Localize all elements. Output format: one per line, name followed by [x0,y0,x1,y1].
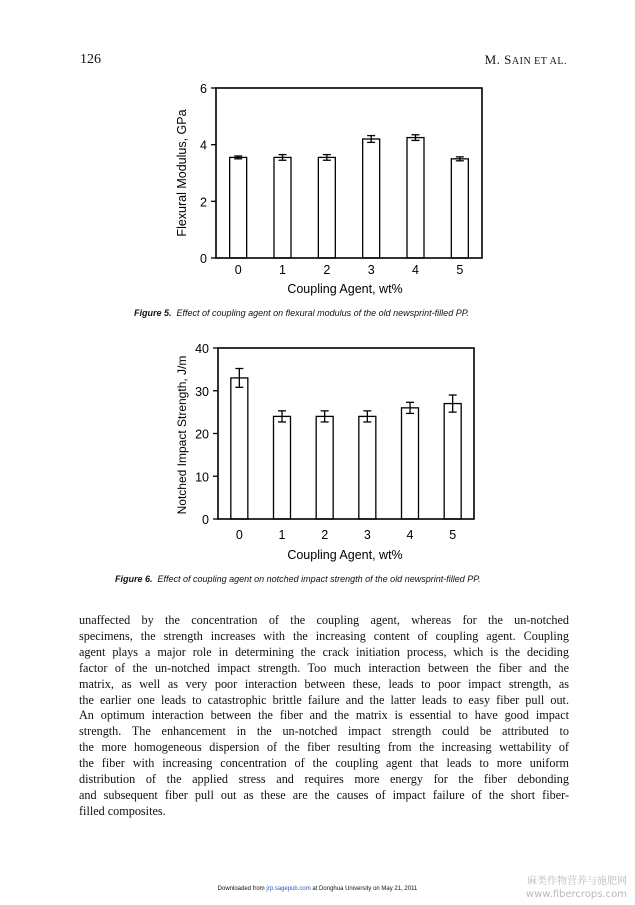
y-tick-label: 30 [195,384,209,399]
y-tick-label: 0 [200,252,207,266]
page-number: 126 [80,52,101,67]
y-tick-label: 10 [195,470,209,485]
footer-prefix: Downloaded from [217,886,267,892]
x-tick-label: 4 [406,528,414,542]
figure-5-caption [134,308,469,318]
body-line: filled composites. [79,803,166,818]
x-tick-label: 3 [363,528,371,542]
x-tick-label: 2 [321,528,329,542]
y-tick-label: 40 [195,342,209,356]
body-line: the earlier one leads to catastrophic brittle failure and the latter leads to easy fiber pull out. [79,692,569,707]
plot-frame [216,88,482,258]
bar [451,159,468,258]
y-tick-label: 6 [200,82,207,96]
bar [363,139,380,258]
body-line: factor of the un-notched impact strength. Too much interaction between the fiber and the [79,660,569,675]
watermark-line-2: www.fibercrops.com [525,889,627,900]
body-line: the fiber with increasing concentration of the coupling agent that leads to more uniform [79,756,569,771]
bar [407,138,424,258]
body-line: matrix, as well as very poor interaction between these, leads to poor impact strength, as [79,676,569,691]
body-line: and subsequent fiber pull out as these are the causes of impact failure of the short fiber- [79,787,569,802]
x-tick-label: 1 [279,263,286,277]
bar [230,157,247,258]
bar [274,416,291,519]
watermark-line-1: 麻类作物营养与施肥网 [527,876,627,887]
y-tick-label: 0 [202,513,209,527]
bar [274,157,291,258]
body-line: agent plays a major role in determining the crack initiation process, which is the deciding [79,644,569,659]
y-tick-label: 4 [200,138,207,153]
x-tick-label: 4 [412,263,419,277]
x-tick-label: 5 [456,263,464,277]
body-line: specimens, the strength increases with the increasing content of coupling agent. Coupling [79,628,569,643]
figure-6-caption-text: Effect of coupling agent on notched impact strength of the old newsprint-filled PP. [157,574,481,584]
footer-link[interactable]: jrp.sagepub.com [266,886,311,892]
x-tick-label: 0 [235,528,243,542]
x-tick-label: 5 [449,528,457,542]
bar [402,408,419,519]
body-line: distribution of the applied stress and requires more energy for the fiber debonding [79,772,569,787]
body-line: strength. The enhancement in the un-notched impact strength could be attributed to [79,724,569,739]
x-tick-label: 1 [278,528,286,542]
footer-suffix: at Donghua University on May 21, 2011 [310,886,418,892]
bar [444,404,461,519]
x-tick-label: 2 [323,263,331,277]
figure-5-label: Figure 5. [134,308,172,318]
y-tick-label: 20 [195,427,209,442]
site-watermark [526,875,627,901]
chart-xlabel: Coupling Agent, wt% [287,548,403,562]
chart-xlabel: Coupling Agent, wt% [287,282,403,296]
body-line: unaffected by the concentration of the coupling agent, whereas for the un-notched [79,613,569,627]
bar [231,378,248,519]
body-paragraph [79,613,569,820]
running-header-authors: M. SAIN ET AL. [484,52,567,67]
figure-5-caption-text: Effect of coupling agent on flexural modulus of the old newsprint-filled PP. [176,308,470,318]
chart-ylabel: Notched Impact Strength, J/m [175,355,189,515]
bar [316,416,333,519]
y-tick-label: 2 [200,195,207,210]
bar [359,416,376,519]
figure-6-caption [115,574,481,584]
x-tick-label: 0 [234,263,242,277]
body-line: An optimum interaction between the fiber and the matrix is essential to have good impact [79,708,569,723]
chart-ylabel: Flexural Modulus, GPa [175,109,189,237]
plot-frame [218,348,474,519]
x-tick-label: 3 [367,263,375,277]
bar [318,157,335,258]
body-line: the more homogeneous dispersion of the fiber resulting from the increasing wettability of [79,740,569,755]
figure-6-label: Figure 6. [115,574,153,584]
